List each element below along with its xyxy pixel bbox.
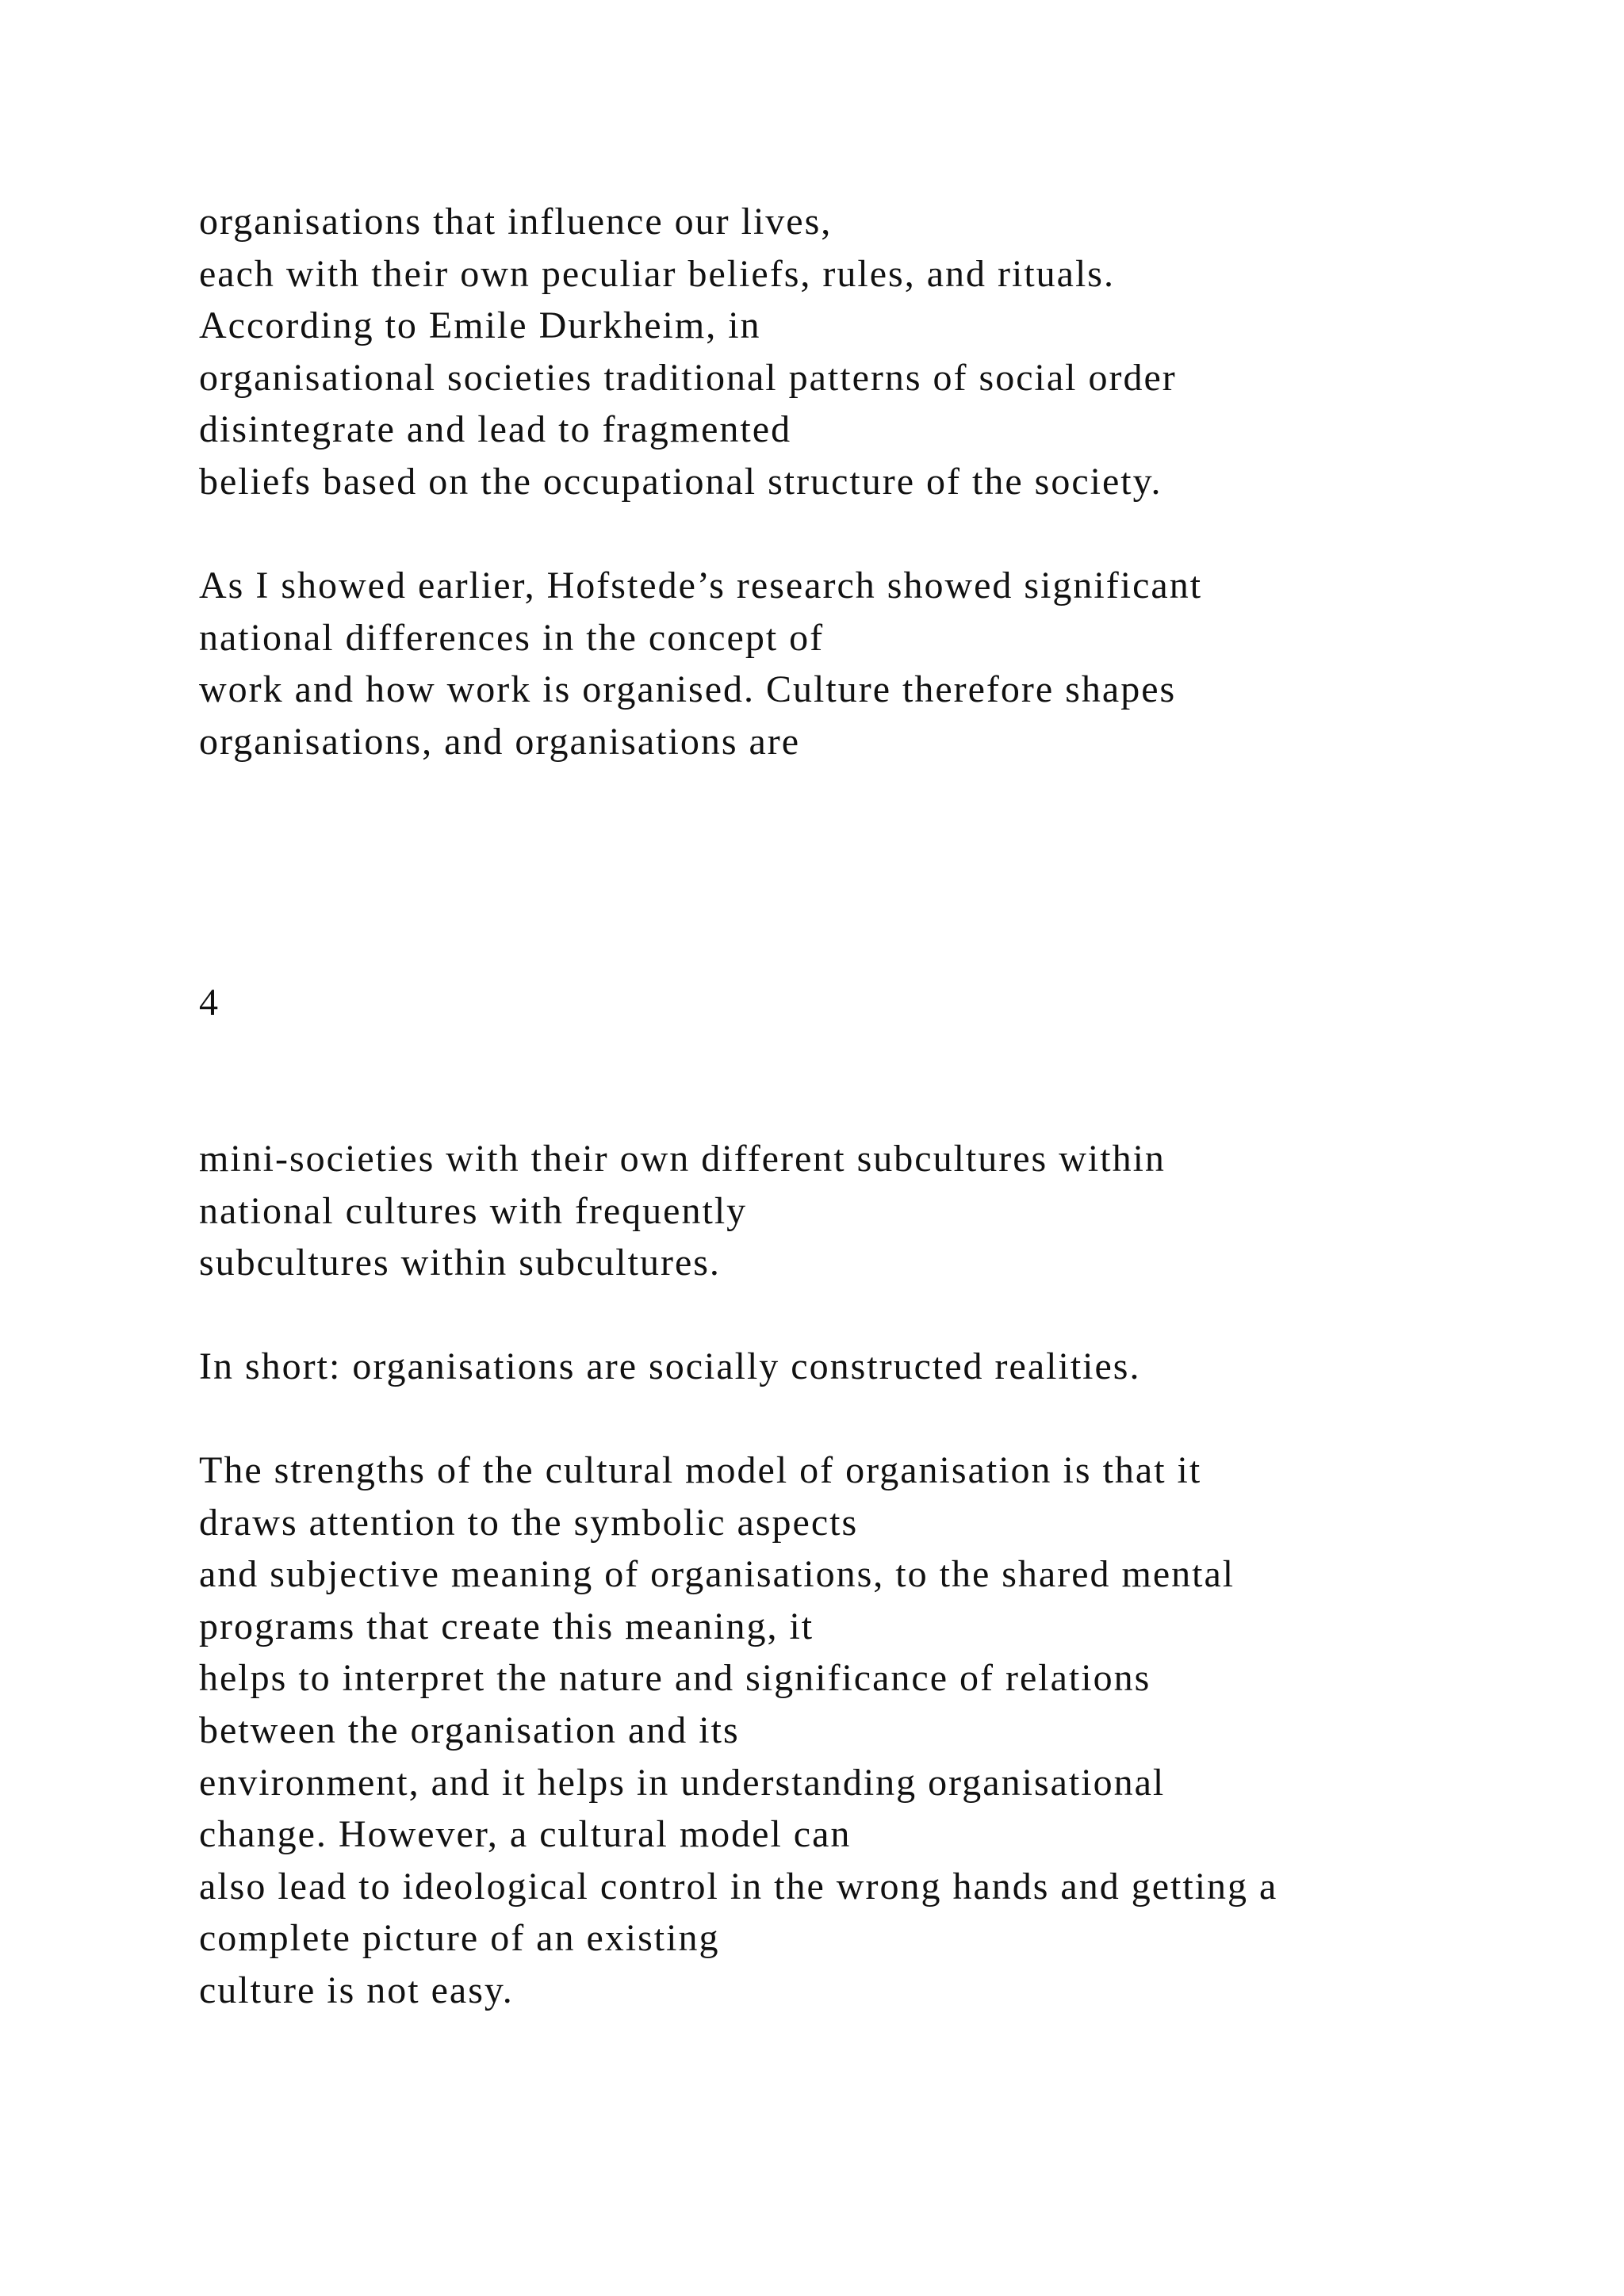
paragraph-organisations-influence <box>199 196 1177 508</box>
paragraph-in-short <box>199 1341 1140 1393</box>
paragraph-mini-societies <box>199 1133 1166 1289</box>
text-line: In short: organisations are socially constructed realities. <box>199 1345 1141 1387</box>
text-line: change. However, a cultural model can <box>199 1813 852 1856</box>
text-line: culture is not easy. <box>199 1969 514 2011</box>
text-line: organisations, and organisations are <box>199 720 801 763</box>
text-line: draws attention to the symbolic aspects <box>199 1501 859 1544</box>
text-line: According to Emile Durkheim, in <box>199 304 761 347</box>
text-line: between the organisation and its <box>199 1709 740 1751</box>
text-line: beliefs based on the occupational structure of the society. <box>199 460 1162 503</box>
paragraph-hofstede-research <box>199 560 1202 767</box>
text-line: The strengths of the cultural model of organisation is that it <box>199 1449 1202 1491</box>
text-line: each with their own peculiar beliefs, rules, and rituals. <box>199 252 1115 295</box>
text-line: organisational societies traditional patterns of social order <box>199 356 1177 399</box>
text-line: subcultures within subcultures. <box>199 1242 721 1284</box>
text-line: programs that create this meaning, it <box>199 1605 814 1647</box>
text-line: work and how work is organised. Culture therefore shapes <box>199 668 1177 711</box>
text-line: disintegrate and lead to fragmented <box>199 408 792 451</box>
text-line: environment, and it helps in understanding organisational <box>199 1761 1166 1804</box>
text-line: and subjective meaning of organisations, to the shared mental <box>199 1553 1235 1596</box>
text-line: mini-societies with their own different subcultures within <box>199 1138 1166 1180</box>
paragraph-cultural-model-strengths <box>199 1445 1277 2017</box>
text-line: helps to interpret the nature and significance of relations <box>199 1657 1151 1700</box>
page-number: 4 <box>199 982 220 1024</box>
text-line: complete picture of an existing <box>199 1917 720 1960</box>
text-line: organisations that influence our lives, <box>199 201 833 243</box>
text-line: national cultures with frequently <box>199 1189 748 1232</box>
text-line: also lead to ideological control in the wrong hands and getting a <box>199 1865 1278 1908</box>
text-line: As I showed earlier, Hofstede’s research showed significant <box>199 564 1203 607</box>
text-line: national differences in the concept of <box>199 616 825 659</box>
